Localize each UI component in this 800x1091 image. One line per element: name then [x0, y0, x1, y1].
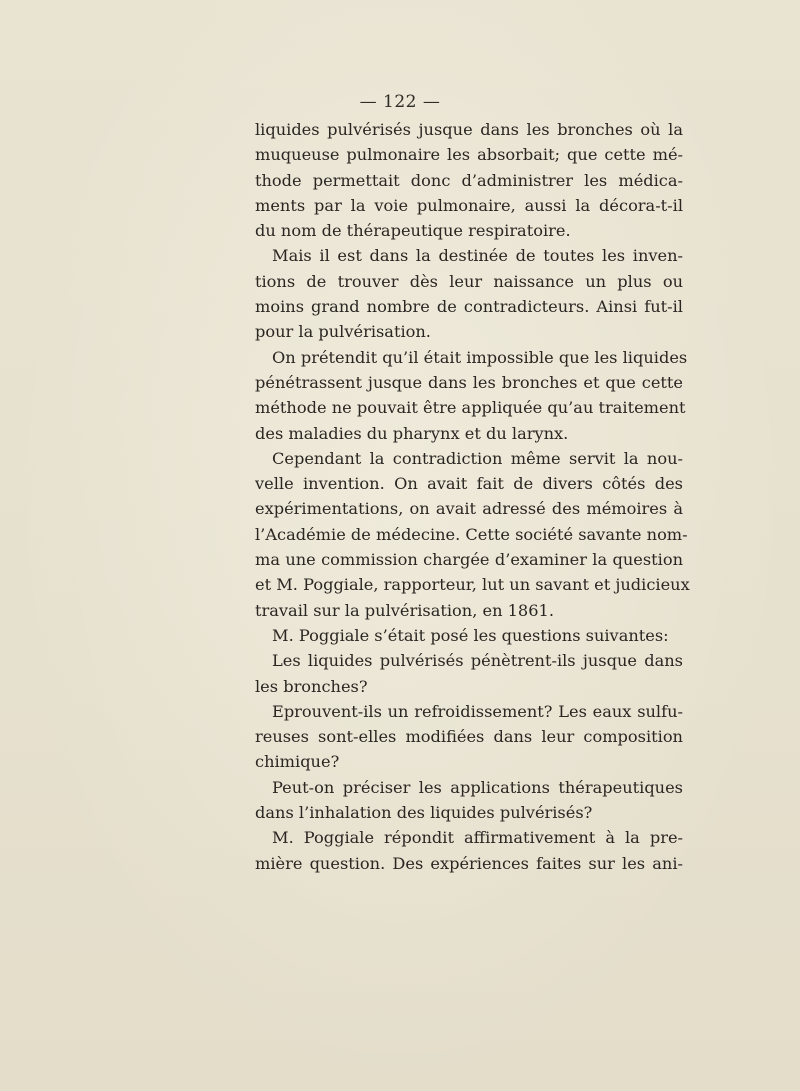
text-line: tions de trouver dès leur naissance un plus ou — [255, 271, 683, 291]
text-line: velle invention. On avait fait de divers côtés des — [255, 474, 683, 494]
text-line: Mais il est dans la destinée de toutes les inven- — [272, 246, 683, 266]
text-line: Peut-on préciser les applications thérapeutiques — [272, 777, 683, 797]
text-line: mière question. Des expériences faites sur les ani- — [255, 853, 683, 873]
text-line: travail sur la pulvérisation, en 1861. — [255, 600, 554, 620]
text-line: ments par la voie pulmonaire, aussi la décora-t-il — [255, 195, 683, 215]
text-line: ma une commission chargée d’examiner la question — [255, 550, 683, 570]
text-line: dans l’inhalation des liquides pulvérisés? — [255, 803, 593, 823]
text-line: des maladies du pharynx et du larynx. — [255, 423, 569, 443]
body-text — [255, 117, 690, 876]
text-line: du nom de thérapeutique respiratoire. — [255, 221, 571, 241]
text-line: et M. Poggiale, rapporteur, lut un savant et judicieux — [255, 575, 690, 595]
text-line: M. Poggiale répondit affirmativement à la pre- — [272, 828, 683, 848]
text-line: moins grand nombre de contradicteurs. Ainsi fut-il — [255, 297, 683, 317]
page-number: — 122 — — [359, 92, 441, 112]
text-line: pénétrassent jusque dans les bronches et que cette — [255, 372, 683, 392]
text-line: pour la pulvérisation. — [255, 322, 431, 342]
text-line: thode permettait donc d’administrer les médica- — [255, 170, 683, 190]
text-line: les bronches? — [255, 676, 368, 696]
text-line: Les liquides pulvérisés pénètrent-ils jusque dans — [272, 651, 683, 671]
text-line: reuses sont-elles modifiées dans leur composition — [255, 727, 683, 747]
text-line: M. Poggiale s’était posé les questions suivantes: — [272, 625, 669, 645]
text-line: muqueuse pulmonaire les absorbait; que cette mé- — [255, 145, 683, 165]
text-line: On prétendit qu’il était impossible que les liquides — [272, 347, 688, 367]
text-line: méthode ne pouvait être appliquée qu’au traitement — [255, 398, 686, 418]
text-line: expérimentations, on avait adressé des mémoires à — [255, 499, 683, 519]
text-line: Cependant la contradiction même servit la nou- — [272, 448, 683, 468]
text-line: Eprouvent-ils un refroidissement? Les eaux sulfu- — [272, 701, 683, 721]
text-line: chimique? — [255, 752, 340, 772]
text-line: l’Académie de médecine. Cette société savante nom- — [255, 524, 688, 544]
text-line: liquides pulvérisés jusque dans les bronches où la — [255, 120, 683, 139]
